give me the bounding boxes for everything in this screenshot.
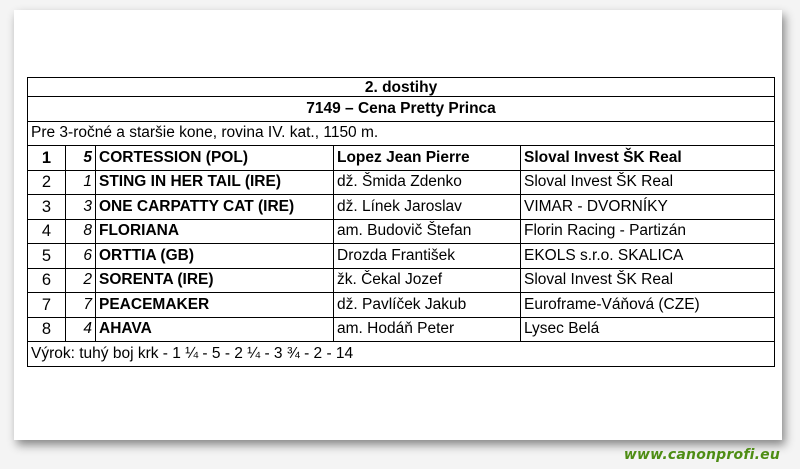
table-row [28, 268, 775, 293]
horse-cell: SORENTA (IRE) [96, 268, 334, 293]
place-cell: 5 [28, 244, 66, 269]
table-row [28, 195, 775, 220]
start-number-cell: 2 [66, 268, 96, 293]
place-cell: 6 [28, 268, 66, 293]
place-cell: 4 [28, 219, 66, 244]
horse-cell: AHAVA [96, 317, 334, 342]
jockey-cell: dž. Pavlíček Jakub [334, 293, 521, 318]
table-row [28, 170, 775, 195]
race-number: 2. dostihy [28, 78, 775, 97]
start-number-cell: 8 [66, 219, 96, 244]
race-title-row [28, 97, 775, 122]
place-cell: 1 [28, 146, 66, 171]
start-number-cell: 1 [66, 170, 96, 195]
jockey-cell: Drozda František [334, 244, 521, 269]
jockey-cell: žk. Čekal Jozef [334, 268, 521, 293]
watermark: www.canonprofi.eu [623, 447, 780, 463]
horse-cell: ONE CARPATTY CAT (IRE) [96, 195, 334, 220]
owner-cell: Sloval Invest ŠK Real [521, 268, 775, 293]
jockey-cell: Lopez Jean Pierre [334, 146, 521, 171]
table-row [28, 219, 775, 244]
start-number-cell: 5 [66, 146, 96, 171]
owner-cell: Euroframe-Váňová (CZE) [521, 293, 775, 318]
place-cell: 8 [28, 317, 66, 342]
horse-cell: FLORIANA [96, 219, 334, 244]
jockey-cell: dž. Šmida Zdenko [334, 170, 521, 195]
table-row [28, 317, 775, 342]
race-number-row [28, 78, 775, 97]
horse-cell: PEACEMAKER [96, 293, 334, 318]
jockey-cell: am. Budovič Štefan [334, 219, 521, 244]
jockey-cell: dž. Línek Jaroslav [334, 195, 521, 220]
owner-cell: Sloval Invest ŠK Real [521, 146, 775, 171]
table-row [28, 293, 775, 318]
owner-cell: Sloval Invest ŠK Real [521, 170, 775, 195]
owner-cell: Lysec Belá [521, 317, 775, 342]
horse-cell: STING IN HER TAIL (IRE) [96, 170, 334, 195]
table-row [28, 244, 775, 269]
start-number-cell: 4 [66, 317, 96, 342]
race-verdict: Výrok: tuhý boj krk - 1 ¼ - 5 - 2 ¼ - 3 ¾ - 2 - 14 [28, 342, 775, 367]
race-conditions: Pre 3-ročné a staršie kone, rovina IV. kat., 1150 m. [28, 121, 775, 146]
place-cell: 7 [28, 293, 66, 318]
race-results-table [27, 77, 775, 367]
owner-cell: Florin Racing - Partizán [521, 219, 775, 244]
jockey-cell: am. Hodáň Peter [334, 317, 521, 342]
owner-cell: VIMAR - DVORNÍKY [521, 195, 775, 220]
table-row [28, 146, 775, 171]
start-number-cell: 7 [66, 293, 96, 318]
start-number-cell: 6 [66, 244, 96, 269]
place-cell: 3 [28, 195, 66, 220]
horse-cell: CORTESSION (POL) [96, 146, 334, 171]
place-cell: 2 [28, 170, 66, 195]
race-title: 7149 – Cena Pretty Princa [28, 97, 775, 122]
verdict-row [28, 342, 775, 367]
race-conditions-row [28, 121, 775, 146]
start-number-cell: 3 [66, 195, 96, 220]
owner-cell: EKOLS s.r.o. SKALICA [521, 244, 775, 269]
horse-cell: ORTTIA (GB) [96, 244, 334, 269]
